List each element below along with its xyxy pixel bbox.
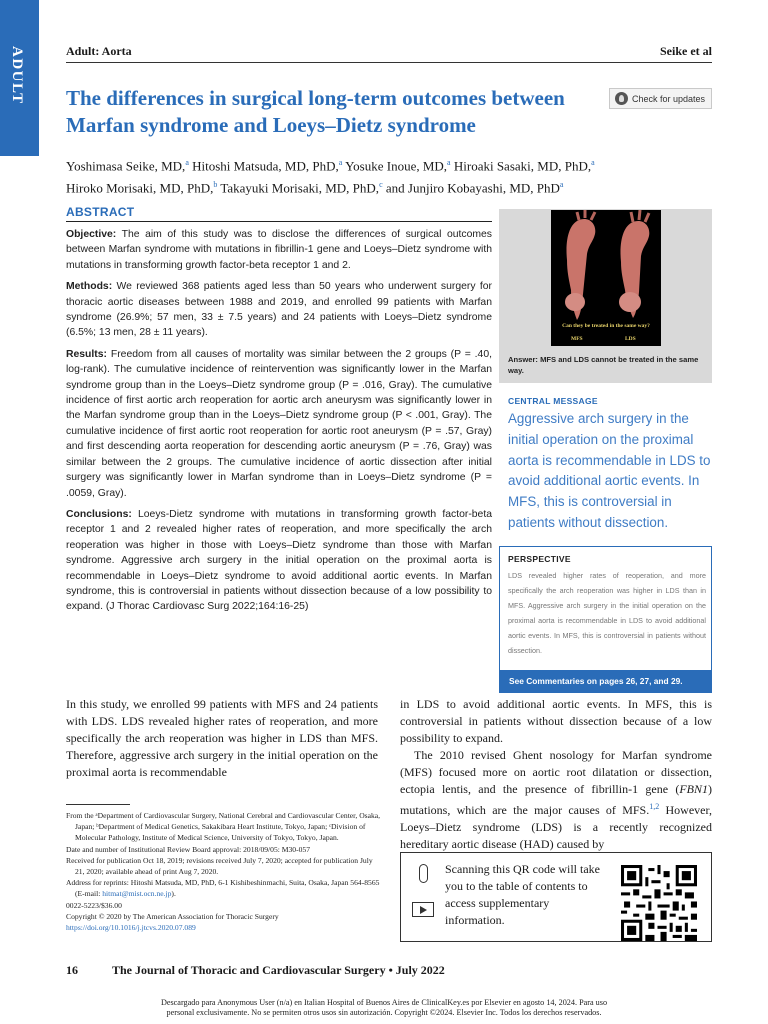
abstract-conclusions — [66, 507, 492, 615]
author-name: Takayuki Morisaki, MD, PhD, — [217, 180, 380, 196]
footnotes — [66, 810, 382, 933]
reference-link[interactable]: 1,2 — [649, 802, 660, 811]
methods-label: Methods: — [66, 281, 113, 293]
central-message-heading: CENTRAL MESSAGE — [508, 396, 598, 406]
abstract-results — [66, 347, 492, 501]
footnote-address-text: Address for reprints: Hitoshi Matsuda, MD, PhD, 6-1 Kishibeshinmachi, Suita, Osaka, Japan 564-8565 (E-mail: — [66, 878, 380, 899]
author-affiliation-mark: a — [447, 158, 451, 167]
header-rule — [66, 62, 712, 63]
body-text-right-column — [400, 696, 712, 853]
abstract-heading: ABSTRACT — [66, 205, 135, 219]
author-name: and Junjiro Kobayashi, MD, PhD — [382, 180, 560, 196]
author-affiliation-mark: a — [591, 158, 595, 167]
central-picture-image — [551, 210, 661, 346]
email-link[interactable]: hitmat@mist.ocn.ne.jp — [102, 889, 172, 899]
objective-label: Objective: — [66, 229, 117, 240]
footnote-address-end: ). — [171, 889, 176, 899]
author-name: Hiroaki Sasaki, MD, PhD, — [450, 158, 592, 174]
author-affiliation-mark: b — [213, 180, 218, 190]
check-for-updates-label: Check for updates — [632, 93, 706, 104]
footnote-address — [66, 877, 382, 899]
central-picture-question: Can they be treated in the same way? — [562, 323, 650, 329]
qr-instructions: Scanning this QR code will take you to the table of contents to access supplementary information. — [445, 862, 600, 927]
body-paragraph — [400, 747, 712, 853]
supplementary-qr-box — [400, 852, 712, 942]
bookmark-icon — [615, 92, 628, 105]
abstract-rule — [66, 221, 492, 222]
video-play-icon — [412, 902, 434, 917]
conclusions-label: Conclusions: — [66, 508, 132, 520]
author-name: Yosuke Inoue, MD, — [342, 158, 448, 174]
central-picture-box — [499, 209, 712, 383]
download-notice-line: Descargado para Anonymous User (n/a) en Italian Hospital of Buenos Aires de ClinicalKey.es por Elsevier en agosto 14, 2024. Para uso — [160, 998, 608, 1007]
body-text-left-column: In this study, we enrolled 99 patients with MFS and 24 patients with LDS. LDS revealed higher rates of reoperation, and more specifically the arch reoperation was higher in LDS than MFS. Therefore, aggressive arch surgery in the initial operation on the proximal aorta is recommendable — [66, 697, 378, 779]
article-title: The differences in surgical long-term outcomes between Marfan syndrome and Loeys–Dietz syndrome — [66, 86, 565, 137]
footnote-copyright: Copyright © 2020 by The American Association for Thoracic Surgery — [66, 911, 279, 921]
paperclip-icon — [419, 864, 428, 883]
commentaries-link[interactable]: See Commentaries on pages 26, 27, and 29. — [500, 670, 711, 692]
gene-name: FBN1 — [679, 782, 708, 796]
body-text: The 2010 revised Ghent nosology for Marfan syndrome (MFS) focused more on aortic root dilatation or dissection, ectopia lentis, and the presence of fibrillin-1 gene ( — [400, 748, 712, 796]
footnote-received: Received for publication Oct 18, 2019; revisions received July 7, 2020; accepted for publication July 21, 2020; available ahead of print Aug 7, 2020. — [66, 855, 373, 877]
abstract-body — [66, 227, 492, 621]
perspective-text: LDS revealed higher rates of reoperation, and more specifically the arch reoperation was higher in LDS than in MFS. Aggressive arch surgery in the initial operation on the proximal aorta is recommendable in LDS to avoid additional aortic events. In MFS, this is controversial in patients without dissection. — [508, 571, 706, 655]
central-picture-caption: Answer: MFS and LDS cannot be treated in the same way. — [508, 355, 699, 375]
abstract-methods — [66, 279, 492, 341]
page-number: 16 — [66, 963, 78, 977]
section-side-tab — [0, 0, 39, 156]
footnote-irb: Date and number of Institutional Review Board approval: 2018/09/05: M30-057 — [66, 844, 311, 854]
abstract-objective — [66, 227, 492, 273]
results-label: Results: — [66, 348, 107, 360]
author-affiliation-mark: c — [379, 180, 383, 190]
download-notice-line: personal exclusivamente. No se permiten otros usos sin autorización. Copyright ©2024. Elsevier Inc. Todos los derechos reservados. — [166, 1008, 602, 1017]
body-text: ) mutations, which are the major causes of MFS. — [400, 782, 712, 817]
page-footer — [66, 963, 445, 978]
author-name: Hiroko Morisaki, MD, PhD, — [66, 180, 214, 196]
running-head-section: Adult: Aorta — [66, 44, 132, 58]
author-name: Hitoshi Matsuda, MD, PhD, — [188, 158, 339, 174]
footnote-rule — [66, 804, 130, 805]
section-side-tab-label: ADULT — [9, 46, 25, 105]
author-affiliation-mark: a — [559, 180, 564, 190]
running-head-authors: Seike et al — [660, 44, 712, 58]
footnote-issn: 0022-5223/$36.00 — [66, 900, 122, 910]
objective-text: The aim of this study was to disclose the differences of surgical outcomes between Marfan syndrome with mutations in fibrillin-1 gene and Loeys–Dietz syndrome with mutations in transforming growth factor-beta receptor 1 and 2. — [66, 229, 492, 271]
download-notice — [0, 998, 768, 1018]
author-name: Yoshimasa Seike, MD, — [66, 158, 186, 174]
central-message-text: Aggressive arch surgery in the initial operation on the proximal aorta is recommendable in LDS to avoid additional aortic events. In MFS, this is controversial in patients without dissection. — [508, 411, 711, 530]
journal-name: The Journal of Thoracic and Cardiovascular Surgery • July 2022 — [112, 963, 445, 977]
footnote-affiliations: From the ᵃDepartment of Cardiovascular Surgery, National Cerebral and Cardiovascular Center, Osaka, Japan; ᵇDepartment of Medical Genetics, Sakakibara Heart Institute, Tokyo, Japan; ᶜDivision of Molecular Pathology, Institute of Medical Science, University of Tokyo, Tokyo, Japan. — [66, 811, 381, 843]
conclusions-text: Loeys-Dietz syndrome with mutations in transforming growth factor-beta receptor 1 and 2 revealed higher rates of reoperation, and more specifically the arch reoperation was higher in those with Loeys–Dietz syndrome than those with Marfan syndrome. Aggressive arch surgery in the initial operation on the proximal aorta is recommendable in Loeys–Dietz syndrome to avoid additional aortic events. In Marfan syndrome, this is controversial in patients without dissection because of a low possibility to expand. (J Thorac Cardiovasc Surg 2022;164:16-25) — [66, 508, 492, 613]
results-text: Freedom from all causes of mortality was similar between the 2 groups (P = .40, log-rank). The cumulative incidence of reintervention was significantly lower in the Marfan syndrome group than in the Loeys–Dietz syndrome group (P = .016, Gray). The cumulative incidence of first aortic arch reoperation for aortic arch aneurysm was significantly lower in the Marfan syndrome group than in the Loeys–Dietz syndrome group (P < .001, Gray). The cumulative incidence of first aortic root reoperation for aortic root aneurysm (P = .57, Gray) and first descending aorta reoperation for descending aortic aneurysm (P = .76, Gray) was similar between the 2 groups. The cumulative incidence of aortic dissection after initial surgery was significantly lower in Marfan syndrome than in Loeys–Dietz syndrome (P = .0059, Gray). — [66, 348, 492, 499]
author-list — [66, 153, 706, 198]
author-affiliation-mark: a — [338, 158, 343, 167]
central-picture-label-lds: LDS — [625, 336, 636, 342]
qr-code[interactable] — [621, 865, 697, 941]
perspective-heading: PERSPECTIVE — [508, 554, 571, 564]
central-picture-label-mfs: MFS — [571, 336, 583, 342]
check-for-updates-button[interactable] — [609, 88, 712, 109]
body-text: However, Loeys–Dietz syndrome (LDS) is a recently recognized hereditary aortic disease (HAD) caused by — [400, 803, 712, 851]
methods-text: We reviewed 368 patients aged less than 50 years who underwent surgery for thoracic aortic diseases between 1988 and 2019, and enrolled 99 patients with Marfan syndrome (26.9%; 57 men, 33 ± 7.5 years) and 24 patients with Loeys–Dietz syndrome (6.5%; 13 men, 28 ± 11 years). — [66, 281, 492, 339]
author-affiliation-mark: a — [185, 158, 189, 167]
doi-link[interactable]: https://doi.org/10.1016/j.jtcvs.2020.07.089 — [66, 923, 196, 933]
body-paragraph: in LDS to avoid additional aortic events. In MFS, this is controversial in patients without dissection because of a low possibility to expand. — [400, 697, 712, 745]
perspective-box — [499, 546, 712, 693]
